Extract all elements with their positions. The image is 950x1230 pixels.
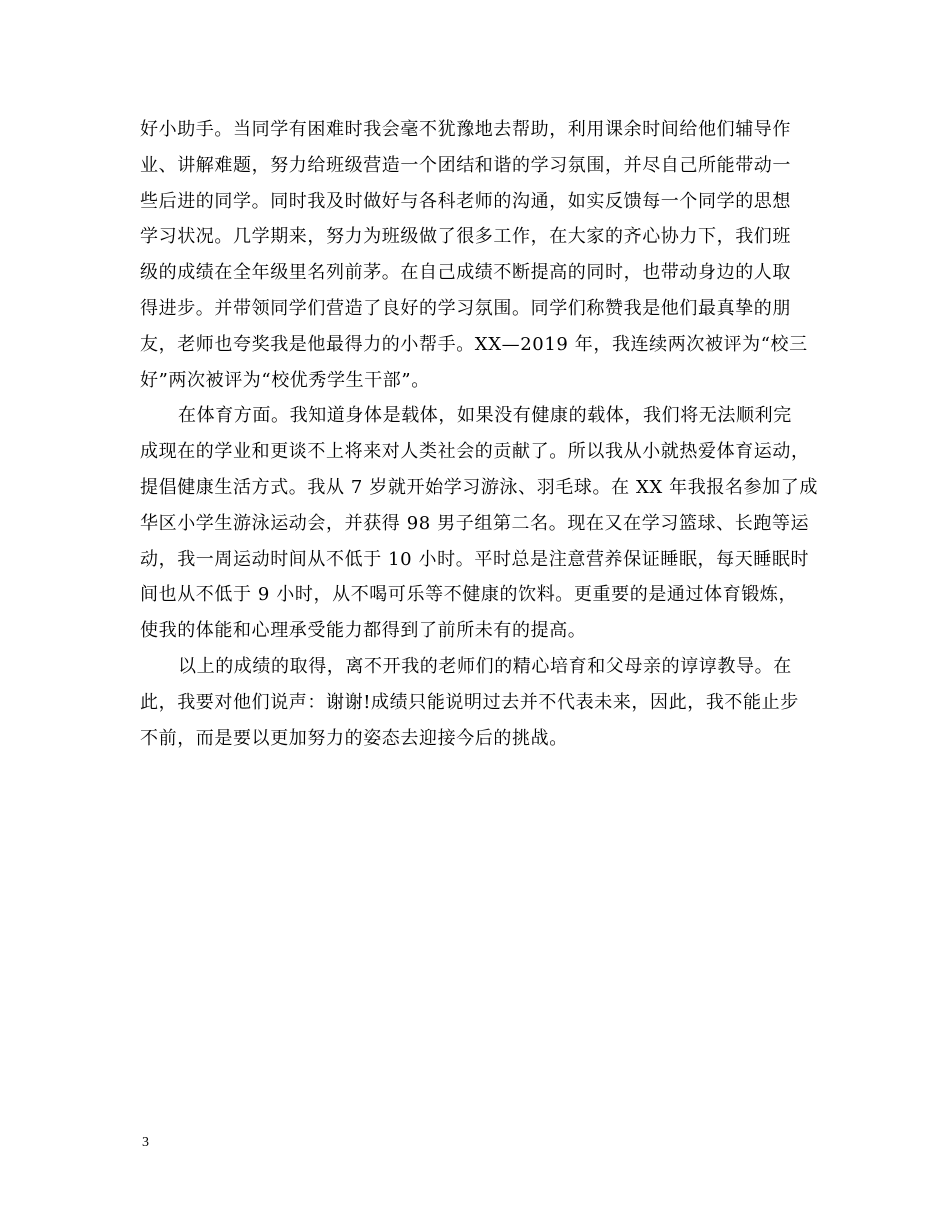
text-line: 友，老师也夸奖我是他最得力的小帮手。XX—2019 年，我连续两次被评为“校三	[140, 333, 808, 355]
text-line: 好”两次被评为“校优秀学生干部”。	[140, 369, 430, 391]
text-line: 好小助手。当同学有困难时我会毫不犹豫地去帮助，利用课余时间给他们辅导作	[140, 119, 791, 140]
text-line: 学习状况。几学期来，努力为班级做了很多工作，在大家的齐心协力下，我们班	[140, 226, 791, 248]
text-line: 使我的体能和心理承受能力都得到了前所未有的提高。	[140, 620, 587, 642]
text-line: 不前，而是要以更加努力的姿态去迎接今后的挑战。	[140, 727, 568, 749]
text-line: 些后进的同学。同时我及时做好与各科老师的沟通，如实反馈每一个同学的思想	[140, 190, 791, 212]
page-number: 3	[142, 1135, 149, 1150]
text-line: 得进步。并带领同学们营造了良好的学习氛围。同学们称赞我是他们最真挚的朋	[140, 297, 791, 319]
text-line: 华区小学生游泳运动会，并获得 98 男子组第二名。现在又在学习篮球、长跑等运	[140, 512, 810, 534]
text-line: 级的成绩在全年级里名列前茅。在自己成绩不断提高的同时，也带动身边的人取	[140, 262, 791, 284]
paragraph-first-line: 以上的成绩的取得，离不开我的老师们的精心培育和父母亲的谆谆教导。在	[178, 655, 792, 677]
text-line: 此，我要对他们说声：谢谢!成绩只能说明过去并不代表未来，因此，我不能止步	[140, 691, 799, 713]
text-line: 成现在的学业和更谈不上将来对人类社会的贡献了。所以我从小就热爱体育运动，	[140, 441, 810, 463]
text-line: 动，我一周运动时间从不低于 10 小时。平时总是注意营养保证睡眠，每天睡眠时	[140, 548, 810, 570]
text-line: 业、讲解难题，努力给班级营造一个团结和谐的学习氛围，并尽自己所能带动一	[140, 154, 791, 176]
paragraph-first-line: 在体育方面。我知道身体是载体，如果没有健康的载体，我们将无法顺利完	[178, 405, 792, 427]
text-line: 间也从不低于 9 小时，从不喝可乐等不健康的饮料。更重要的是通过体育锻炼，	[140, 584, 798, 606]
text-line: 提倡健康生活方式。我从 7 岁就开始学习游泳、羽毛球。在 XX 年我报名参加了成	[140, 476, 818, 498]
body-text	[140, 112, 820, 756]
